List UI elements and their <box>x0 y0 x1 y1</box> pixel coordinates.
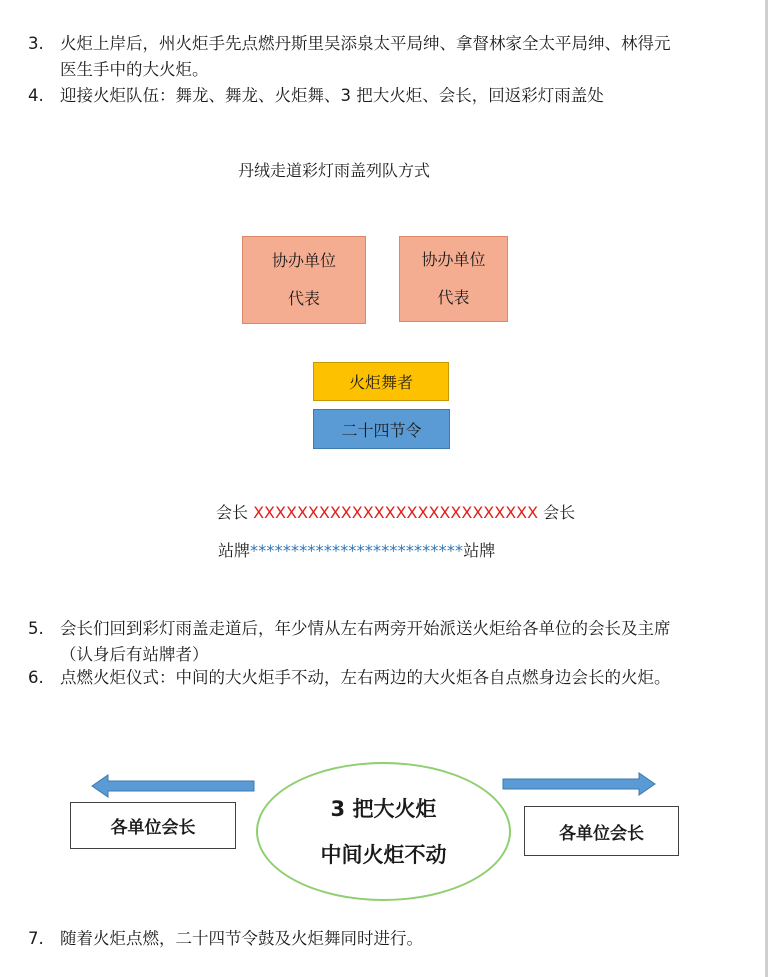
box-line: 代表 <box>287 289 320 308</box>
item-number: 6. <box>28 668 44 687</box>
president-label-left: 会长 <box>216 503 254 522</box>
item-line: 迎接火炬队伍：舞龙、舞龙、火炬舞、3 把大火炬、会长，回返彩灯雨盖处 <box>60 86 604 105</box>
right-arrow-icon <box>503 773 655 795</box>
item-line: 随着火炬点燃，二十四节令鼓及火炬舞同时进行。 <box>60 929 423 948</box>
box-line: 代表 <box>437 288 470 307</box>
box-label: 各单位会长 <box>559 823 644 844</box>
left-arrow-icon <box>92 775 254 797</box>
list-item-6 <box>28 665 671 691</box>
ellipse-line: 中间火炬不动 <box>320 842 447 867</box>
list-item-5 <box>28 616 671 668</box>
co-organizer-rep-box-left <box>242 236 366 324</box>
torch-dancers-box <box>313 362 449 401</box>
president-marks: XXXXXXXXXXXXXXXXXXXXXXXXXX <box>253 503 539 522</box>
item-line: 火炬上岸后，州火炬手先点燃丹斯里吴添泉太平局绅、拿督林家全太平局绅、林得元 <box>60 34 671 53</box>
list-item-4 <box>28 83 604 109</box>
item-number: 5. <box>28 619 44 638</box>
item-number: 4. <box>28 86 44 105</box>
item-text <box>60 31 671 83</box>
item-text <box>60 616 671 668</box>
list-item-7 <box>28 926 423 952</box>
item-line: 医生手中的大火炬。 <box>60 60 209 79</box>
item-line: 点燃火炬仪式：中间的大火炬手不动，左右两边的大火炬各自点燃身边会长的火炬。 <box>60 668 671 687</box>
sign-label-right: 站牌 <box>463 541 496 560</box>
sign-marks: ************************** <box>250 541 464 560</box>
presidents-row <box>216 500 575 523</box>
unit-presidents-box-right <box>524 806 679 856</box>
item-text <box>60 926 423 952</box>
box-label: 火炬舞者 <box>348 373 413 392</box>
signs-row <box>218 538 495 561</box>
sign-label-left: 站牌 <box>218 541 251 560</box>
item-text <box>60 83 604 109</box>
item-line: （认身后有站牌者） <box>60 645 209 664</box>
item-number: 3. <box>28 34 44 53</box>
formation-title: 丹绒走道彩灯雨盖列队方式 <box>238 161 431 180</box>
item-text <box>60 665 671 691</box>
list-item-3 <box>28 31 671 83</box>
item-number: 7. <box>28 929 44 948</box>
box-label: 二十四节令 <box>341 420 422 440</box>
drums-box <box>313 409 450 449</box>
unit-presidents-box-left <box>70 802 236 849</box>
ellipse-line: 3 把大火炬 <box>330 796 437 821</box>
box-line: 协办单位 <box>271 251 336 270</box>
box-line: 协办单位 <box>421 250 486 269</box>
co-organizer-rep-box-right <box>399 236 508 322</box>
box-label: 各单位会长 <box>110 818 196 838</box>
president-label-right: 会长 <box>538 503 576 522</box>
big-torches-ellipse <box>256 762 511 901</box>
item-line: 会长们回到彩灯雨盖走道后，年少情从左右两旁开始派送火炬给各单位的会长及主席 <box>60 619 671 638</box>
